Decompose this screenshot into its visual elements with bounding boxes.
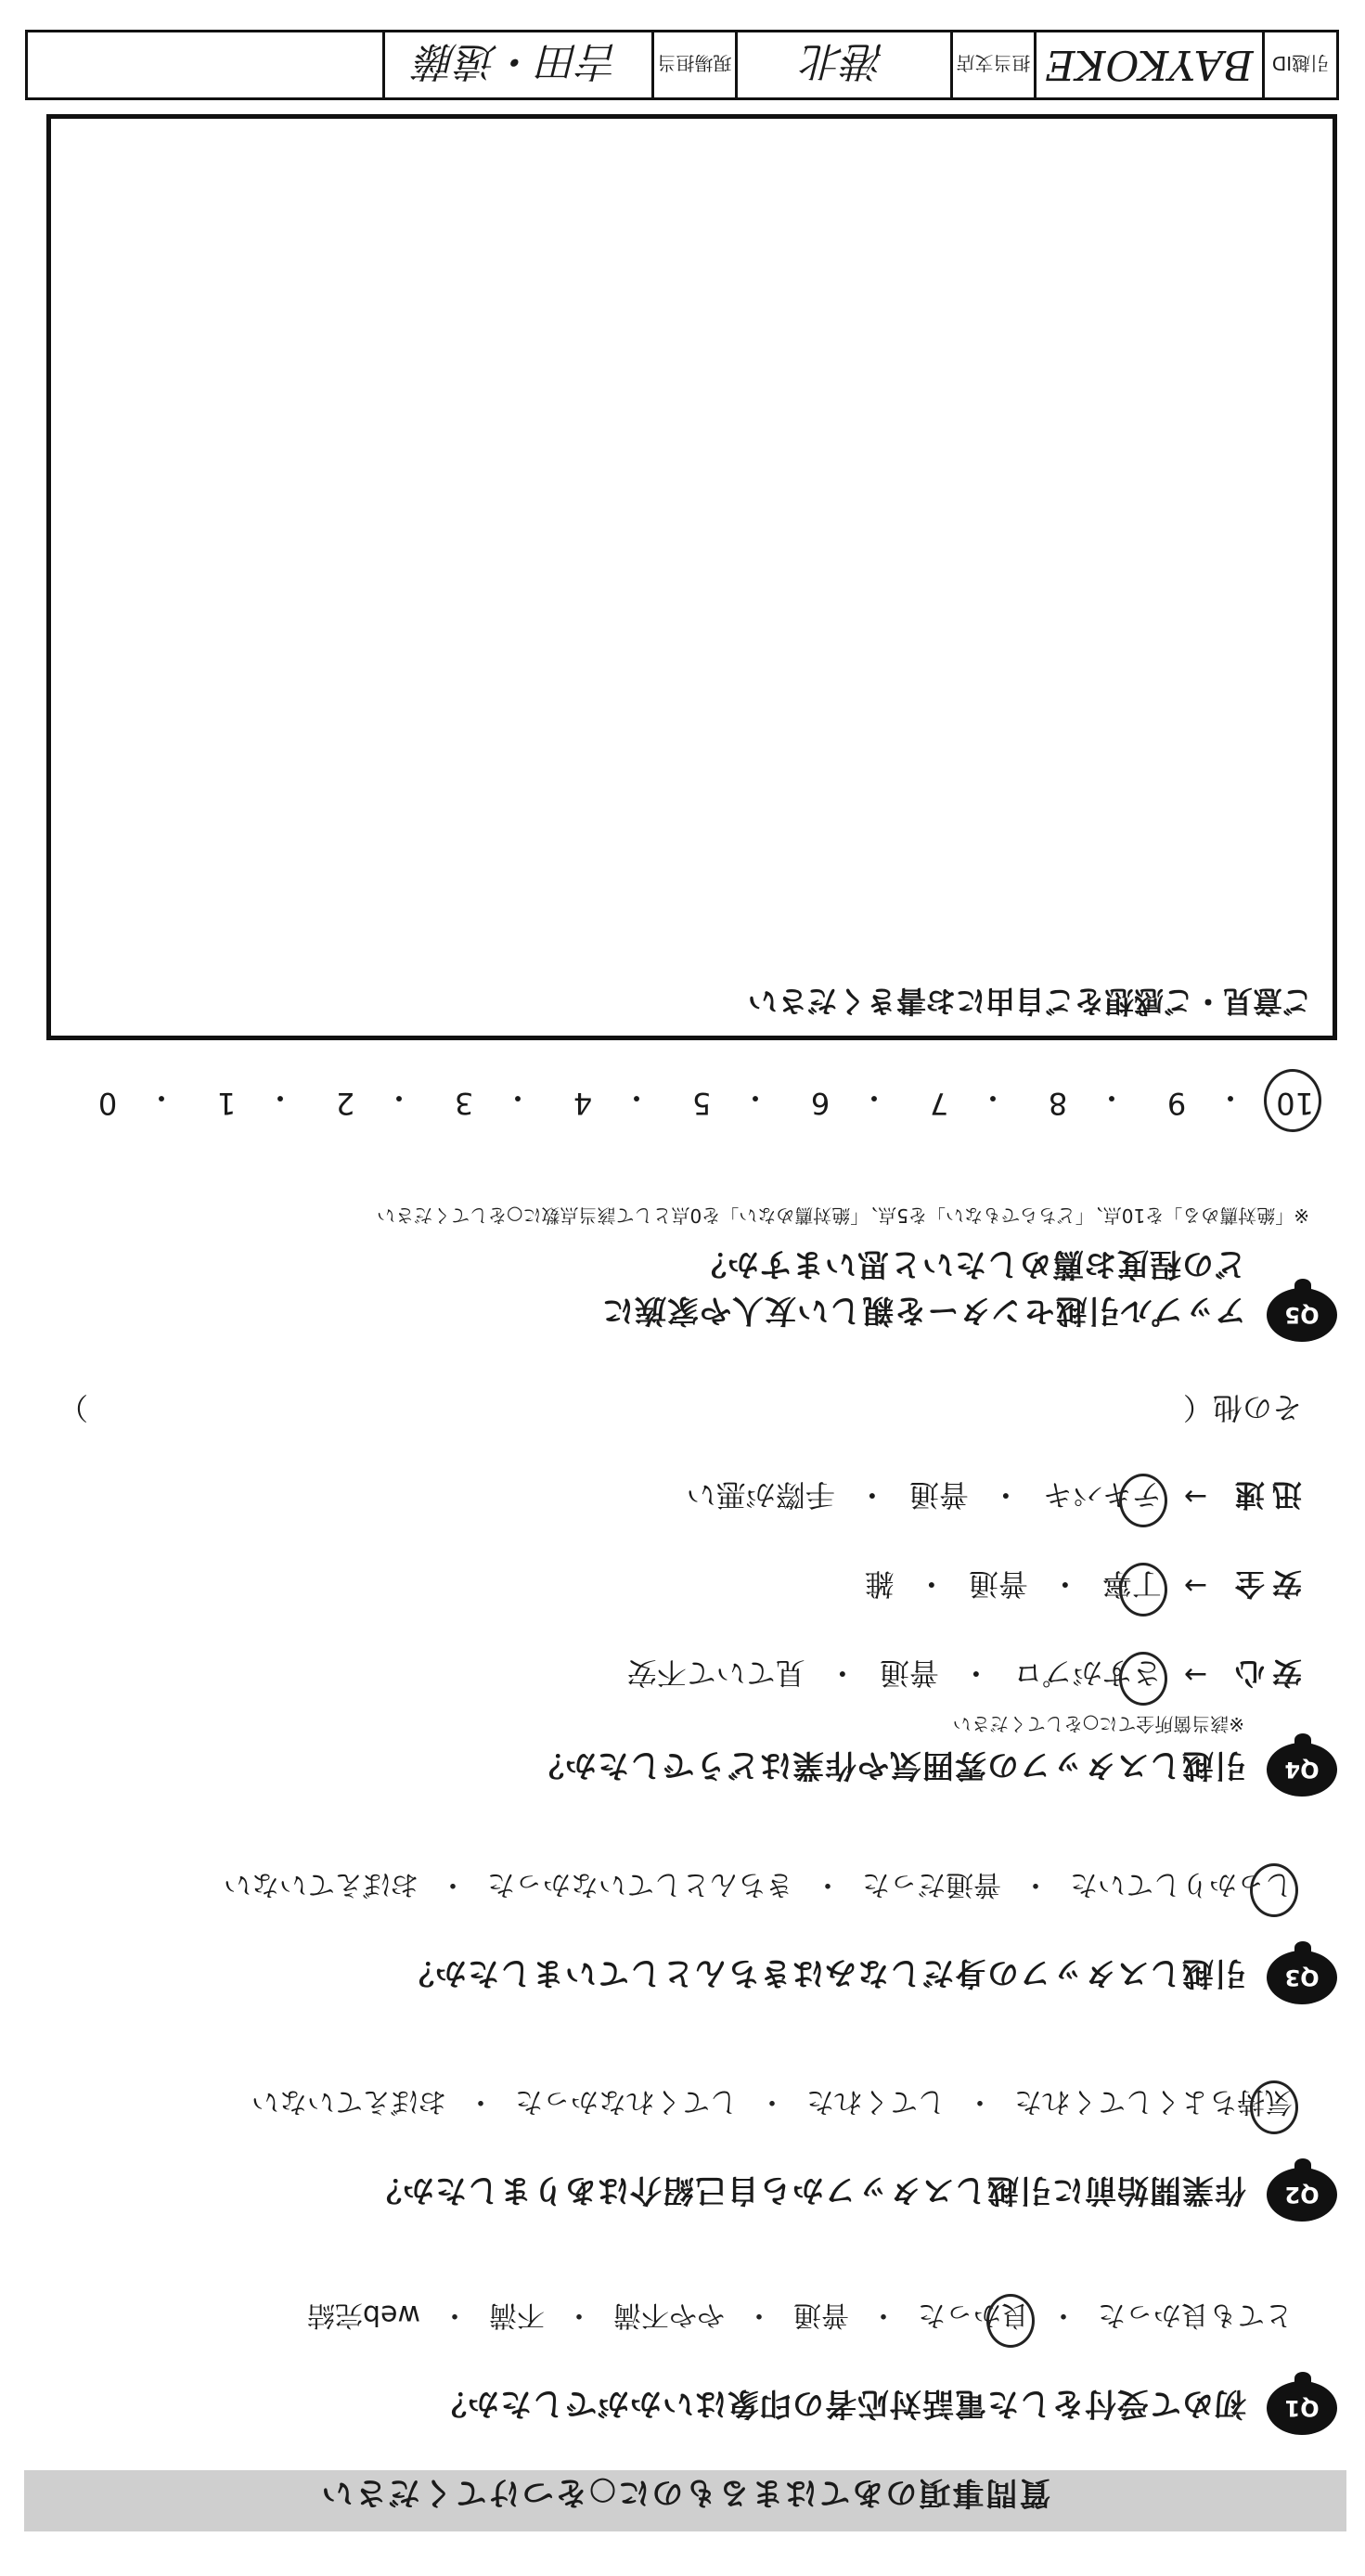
q5-score[interactable]: 9 <box>1166 1086 1187 1121</box>
q5-badge: Q5 <box>1267 1288 1337 1342</box>
q4-title: 引越しスタッフの雰囲気や作業はどうでしたか？ <box>532 1746 1246 1784</box>
q2-title: 作業開始前に引越しスタッフから自己紹介はありましたか？ <box>369 2171 1246 2209</box>
q4-other-close: ） <box>58 1390 89 1425</box>
staff-label: 現場担当 <box>651 32 735 97</box>
q3-option[interactable]: 普通だった <box>862 1868 1001 1900</box>
q5-scale: 10 ・ 9 ・ 8 ・ 7 ・ 6 ・ 5 ・ 4 ・ 3 ・ 2 ・ 1 ・ 0 <box>89 1078 1314 1121</box>
q4-row-anshin: 安心 → さすがプロ ・ 普通 ・ 見ていて不安 <box>627 1654 1302 1696</box>
q4-option[interactable]: 見ていて不安 <box>626 1655 805 1691</box>
q3-options: しっかりしていた ・ 普通だった ・ きちんとしていなかった ・ おぼえていない <box>224 1867 1293 1908</box>
footer-table <box>25 30 1339 100</box>
q1-option[interactable]: とても良かった <box>1098 2299 1293 2331</box>
q5-score-selected[interactable]: 10 <box>1277 1078 1314 1121</box>
q5-score[interactable]: 0 <box>97 1086 118 1121</box>
branch-label: 担当支店 <box>950 32 1034 97</box>
staff-value: 吉田・遠藤 <box>382 32 651 97</box>
q3-title: 引越しスタッフの身だしなみはきちんとしていましたか？ <box>402 1954 1246 1991</box>
arrow-icon: → <box>1183 1658 1207 1692</box>
move-id-label: 引越ID <box>1262 32 1336 97</box>
comment-box[interactable] <box>46 114 1337 1040</box>
q1-option[interactable]: 不満 <box>489 2299 545 2331</box>
q5-score[interactable]: 2 <box>335 1086 355 1121</box>
footer-blank-cell <box>28 32 382 97</box>
q2-option-selected[interactable]: 気持ちよくしてくれた <box>1014 2084 1293 2125</box>
q2-option[interactable]: してくれなかった <box>515 2085 738 2118</box>
q2-options: 気持ちよくしてくれた ・ してくれた ・ してくれなかった ・ おぼえていない <box>251 2084 1293 2125</box>
q2-option[interactable]: おぼえていない <box>251 2085 446 2118</box>
q5-score[interactable]: 3 <box>454 1086 474 1121</box>
q4-option[interactable]: 普通 <box>908 1477 969 1513</box>
comment-label: ご意見・ご感想をご自由にお書きください <box>747 984 1312 1019</box>
q1-options: とても良かった ・ 良かった ・ 普通 ・ やや不満 ・ 不満 ・ web完結 <box>307 2298 1293 2338</box>
q1-option[interactable]: 普通 <box>793 2299 849 2331</box>
q5-score[interactable]: 7 <box>929 1086 949 1121</box>
q5-score[interactable]: 1 <box>216 1086 237 1121</box>
q1-option[interactable]: やや不満 <box>613 2299 725 2331</box>
q1-badge: Q1 <box>1267 2381 1337 2435</box>
q5-note: ※「絶対薦める」を10点、「どちらでもない」を5点、「絶対薦めない」を0点として該当点数に○をしてください <box>377 1204 1309 1227</box>
q4-row-label: 安全 <box>1227 1566 1302 1602</box>
q3-option[interactable]: おぼえていない <box>224 1868 419 1900</box>
q3-option-selected[interactable]: しっかりしていた <box>1070 1867 1293 1908</box>
q5-score[interactable]: 5 <box>691 1086 712 1121</box>
arrow-icon: → <box>1183 1569 1207 1603</box>
q2-option[interactable]: してくれた <box>806 2085 946 2118</box>
q4-option[interactable]: 手際が悪い <box>686 1477 835 1513</box>
move-id-value: BAYKOKE <box>1034 32 1262 97</box>
q1-option[interactable]: web完結 <box>306 2299 420 2331</box>
instruction-text: 質問事項のあてはまるものに○をつけてください <box>319 2474 1051 2511</box>
q3-option[interactable]: きちんとしていなかった <box>487 1868 793 1900</box>
q5-title-line2: どの程度お薦めしたいと思いますか？ <box>694 1245 1246 1282</box>
q4-badge: Q4 <box>1267 1743 1337 1797</box>
q4-row-jinsoku: 迅速 → テキパキ ・ 普通 ・ 手際が悪い <box>687 1475 1302 1518</box>
q5-score[interactable]: 4 <box>573 1086 593 1121</box>
q4-row-label: 安心 <box>1227 1655 1302 1691</box>
q5-score[interactable]: 6 <box>810 1086 831 1121</box>
q4-option[interactable]: 普通 <box>879 1655 939 1691</box>
q4-note: ※該当箇所全てに○をしてください <box>952 1713 1244 1735</box>
q1-option-selected[interactable]: 良かった <box>918 2298 1029 2338</box>
q4-option-selected[interactable]: 丁寧 <box>1102 1565 1162 1607</box>
q5-score[interactable]: 8 <box>1048 1086 1068 1121</box>
q4-other-label: その他（ <box>1182 1390 1302 1425</box>
q4-other-input[interactable] <box>110 1393 1161 1426</box>
q1-title: 初めて受付をした電話対応者の印象はいかがでしたか？ <box>434 2385 1246 2422</box>
instruction-banner <box>24 2470 1346 2531</box>
q4-option-selected[interactable]: テキパキ <box>1043 1475 1162 1518</box>
q4-option-selected[interactable]: さすがプロ <box>1013 1654 1162 1696</box>
q3-badge: Q3 <box>1267 1951 1337 2004</box>
arrow-icon: → <box>1183 1480 1207 1513</box>
q4-option[interactable]: 雑 <box>864 1566 895 1602</box>
branch-value: 港北 <box>735 32 950 97</box>
q4-option[interactable]: 普通 <box>968 1566 1028 1602</box>
q2-badge: Q2 <box>1267 2168 1337 2222</box>
q4-row-anzen: 安全 → 丁寧 ・ 普通 ・ 雑 <box>865 1565 1302 1607</box>
q5-title-line1: アップル引越センターを親しい友人や家族に <box>601 1292 1246 1329</box>
q4-other-row <box>58 1388 1302 1431</box>
q4-row-label: 迅速 <box>1227 1477 1302 1513</box>
comment-text[interactable] <box>71 137 1312 971</box>
